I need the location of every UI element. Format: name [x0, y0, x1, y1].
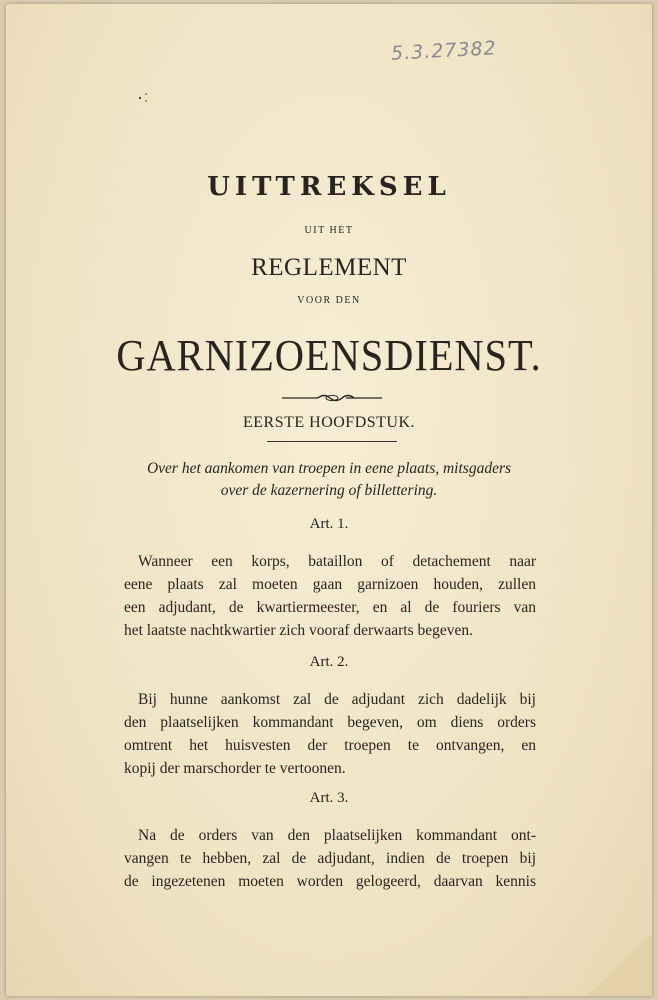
- chapter-subtitle: [6, 458, 652, 502]
- article-1-label: Art. 1.: [309, 516, 349, 532]
- paragraph-line: het laatste nachtkwartier zich vooraf derwaarts begeven.: [124, 622, 474, 639]
- paragraph-line: den plaatselijken kommandant begeven, om diens orders: [124, 714, 536, 731]
- subtitle-voor-den: VOOR DEN: [297, 295, 361, 306]
- paragraph-line: eene plaats zal moeten gaan garnizoen houden, zullen: [124, 576, 536, 593]
- paragraph-line: Wanneer een korps, bataillon of detachement naar: [138, 553, 536, 570]
- article-1-paragraph: [124, 550, 536, 642]
- document-page: [6, 4, 652, 996]
- chapter-heading: EERSTE HOOFDSTUK.: [242, 414, 416, 431]
- article-2-label: Art. 2.: [309, 654, 349, 670]
- paragraph-line: omtrent het huisvesten der troepen te ontvangen, en: [124, 737, 536, 754]
- chapter-underline: [267, 441, 397, 442]
- paragraph-line: vangen te hebben, zal de adjudant, indien de troepen bij: [124, 850, 536, 867]
- article-3-paragraph: [124, 824, 536, 893]
- paragraph-line: de ingezetenen moeten worden gelogeerd, daarvan kennis: [124, 873, 536, 890]
- paragraph-line: Na de orders van den plaatselijken kommandant ont-: [138, 827, 536, 844]
- title-garnizoensdienst: GARNIZOENSDIENST.: [116, 331, 542, 380]
- title-reglement: REGLEMENT: [251, 254, 407, 281]
- ornament-divider: [282, 392, 382, 404]
- chapter-subtitle-line-1: Over het aankomen van troepen in eene plaats, mitsgaders: [146, 460, 512, 477]
- subtitle-uit-het: UIT HET: [304, 225, 354, 236]
- paragraph-line: kopij der marschorder te vertoonen.: [124, 760, 346, 777]
- chapter-subtitle-line-2: over de kazernering of billettering.: [220, 482, 438, 499]
- article-2-paragraph: [124, 688, 536, 780]
- ink-specks: [134, 90, 154, 110]
- pencil-annotation: 5.3.27382: [390, 37, 498, 65]
- paragraph-line: Bij hunne aankomst zal de adjudant zich dadelijk bij: [138, 691, 536, 708]
- title-uittreksel: UITTREKSEL: [207, 172, 451, 202]
- worn-corner: [582, 936, 652, 996]
- article-3-label: Art. 3.: [309, 790, 349, 806]
- paragraph-line: een adjudant, de kwartiermeester, en al de fouriers van: [124, 599, 536, 616]
